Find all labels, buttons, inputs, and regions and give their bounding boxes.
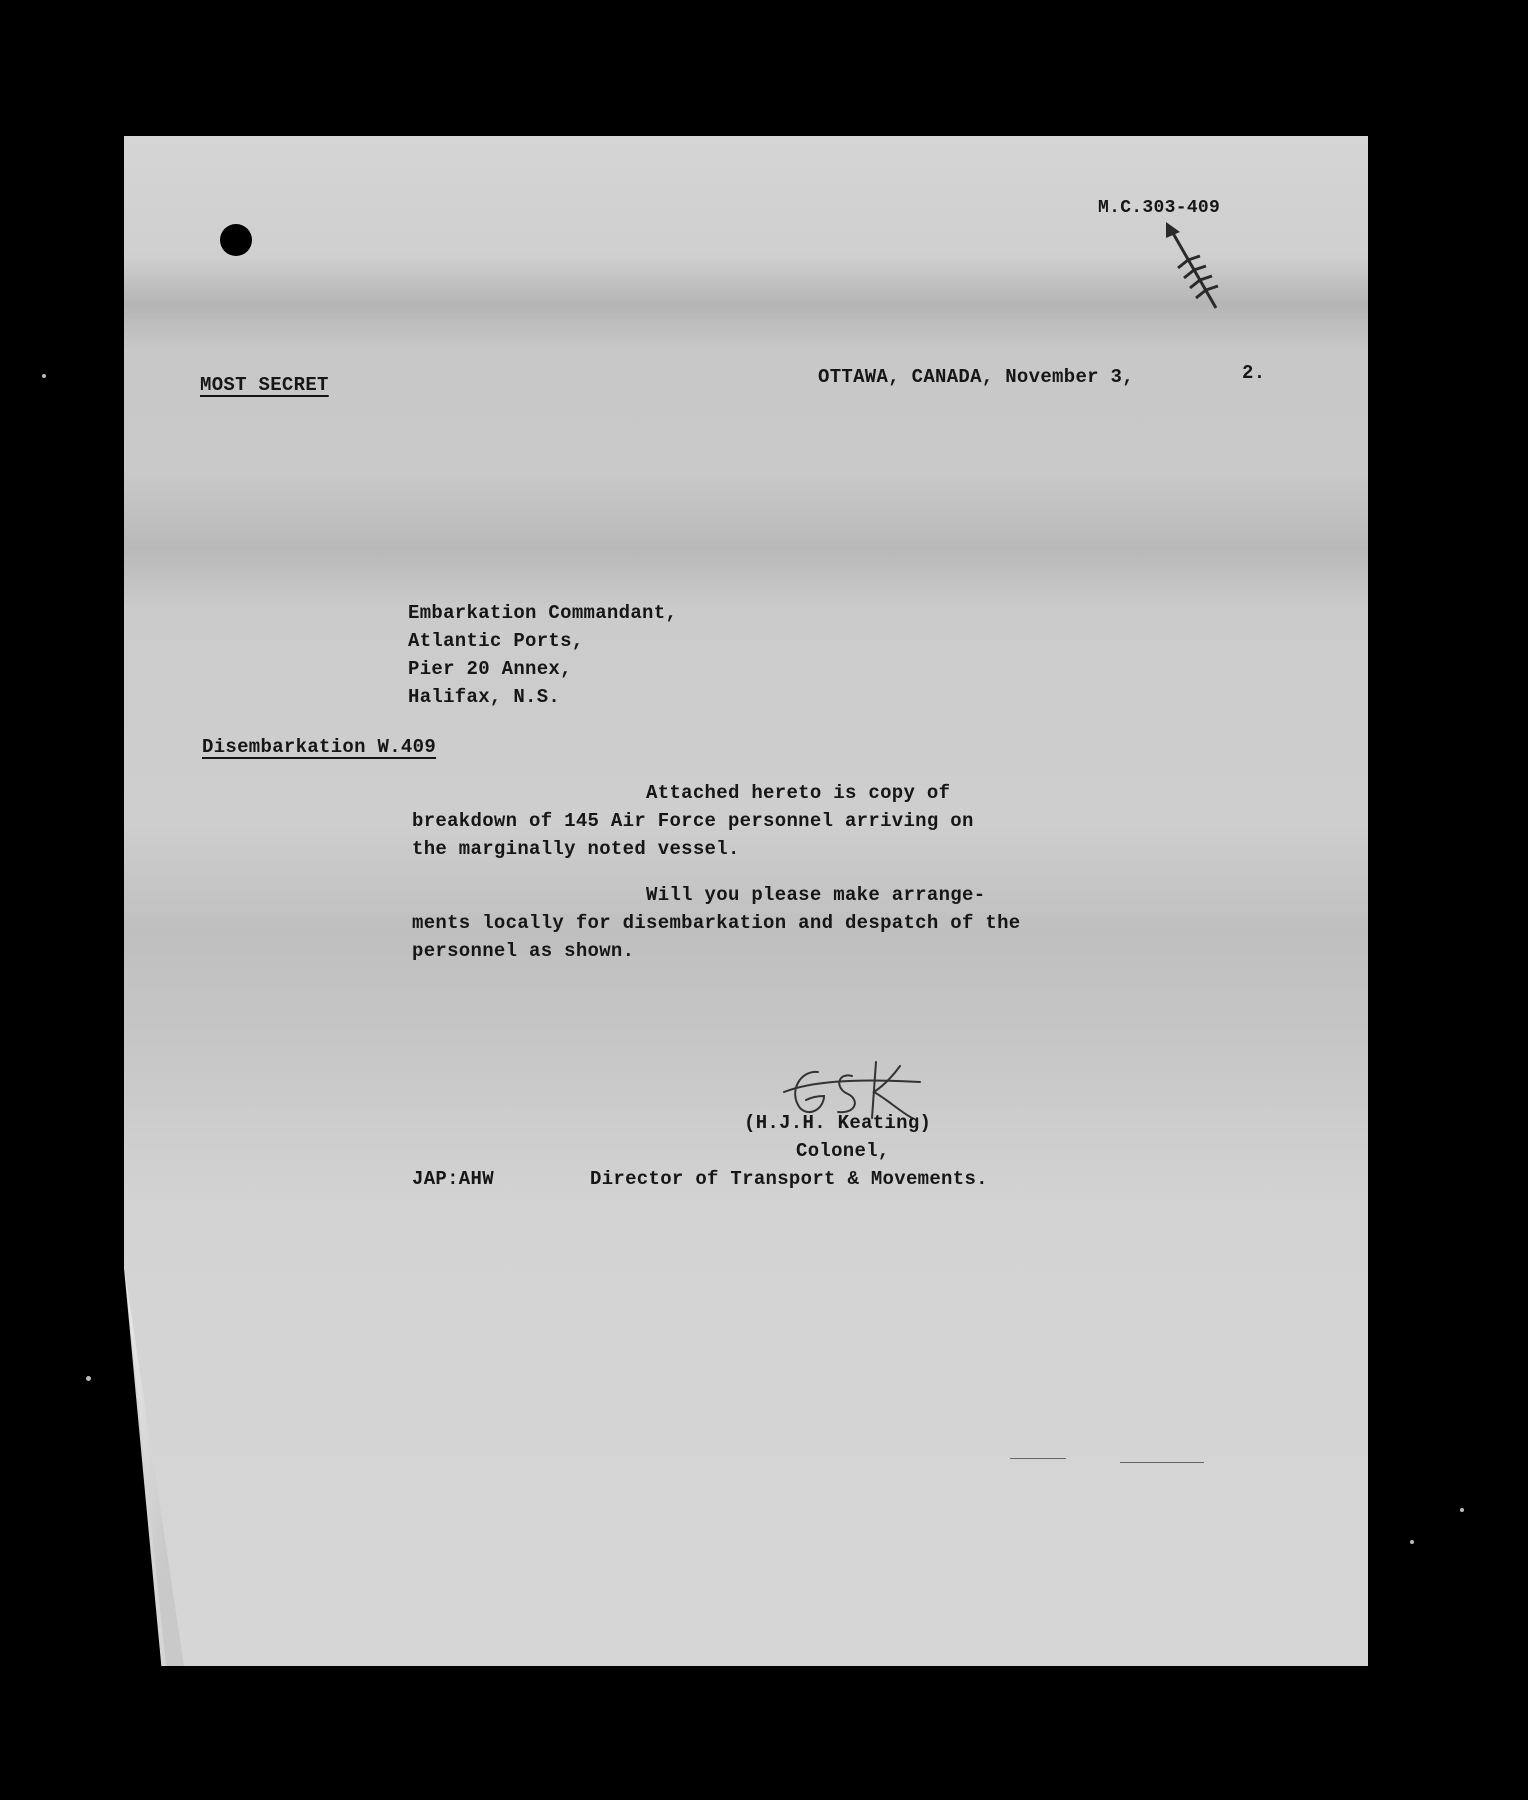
dust-speck — [1410, 1540, 1414, 1544]
classification-heading: MOST SECRET — [200, 374, 329, 396]
punch-hole — [220, 224, 252, 256]
signatory-title: Director of Transport & Movements. — [590, 1168, 988, 1190]
file-reference: M.C.303-409 — [1098, 198, 1221, 218]
page-number: 2. — [1242, 362, 1266, 384]
signatory-rank: Colonel, — [796, 1140, 890, 1162]
addressee-line: Halifax, N.S. — [408, 686, 561, 708]
body-line: ments locally for disembarkation and despatch of the — [412, 912, 1021, 934]
dust-speck — [42, 374, 46, 378]
place-date: OTTAWA, CANADA, November 3, — [818, 366, 1134, 388]
body-line: Will you please make arrange- — [412, 884, 986, 906]
arrow-stamp-icon — [1158, 222, 1228, 318]
addressee-line: Atlantic Ports, — [408, 630, 584, 652]
signatory-name: (H.J.H. Keating) — [744, 1112, 932, 1134]
reference-initials: JAP:AHW — [412, 1168, 494, 1190]
addressee-line: Pier 20 Annex, — [408, 658, 572, 680]
body-line: Attached hereto is copy of — [412, 782, 951, 804]
subject-line: Disembarkation W.409 — [202, 736, 437, 758]
body-line: personnel as shown. — [412, 940, 635, 962]
addressee-line: Embarkation Commandant, — [408, 602, 678, 624]
body-line: the marginally noted vessel. — [412, 838, 740, 860]
dust-speck — [1460, 1508, 1464, 1512]
margin-mark — [1120, 1462, 1204, 1463]
margin-mark — [1010, 1458, 1066, 1459]
body-line: breakdown of 145 Air Force personnel arriving on — [412, 810, 974, 832]
dust-speck — [86, 1376, 91, 1381]
